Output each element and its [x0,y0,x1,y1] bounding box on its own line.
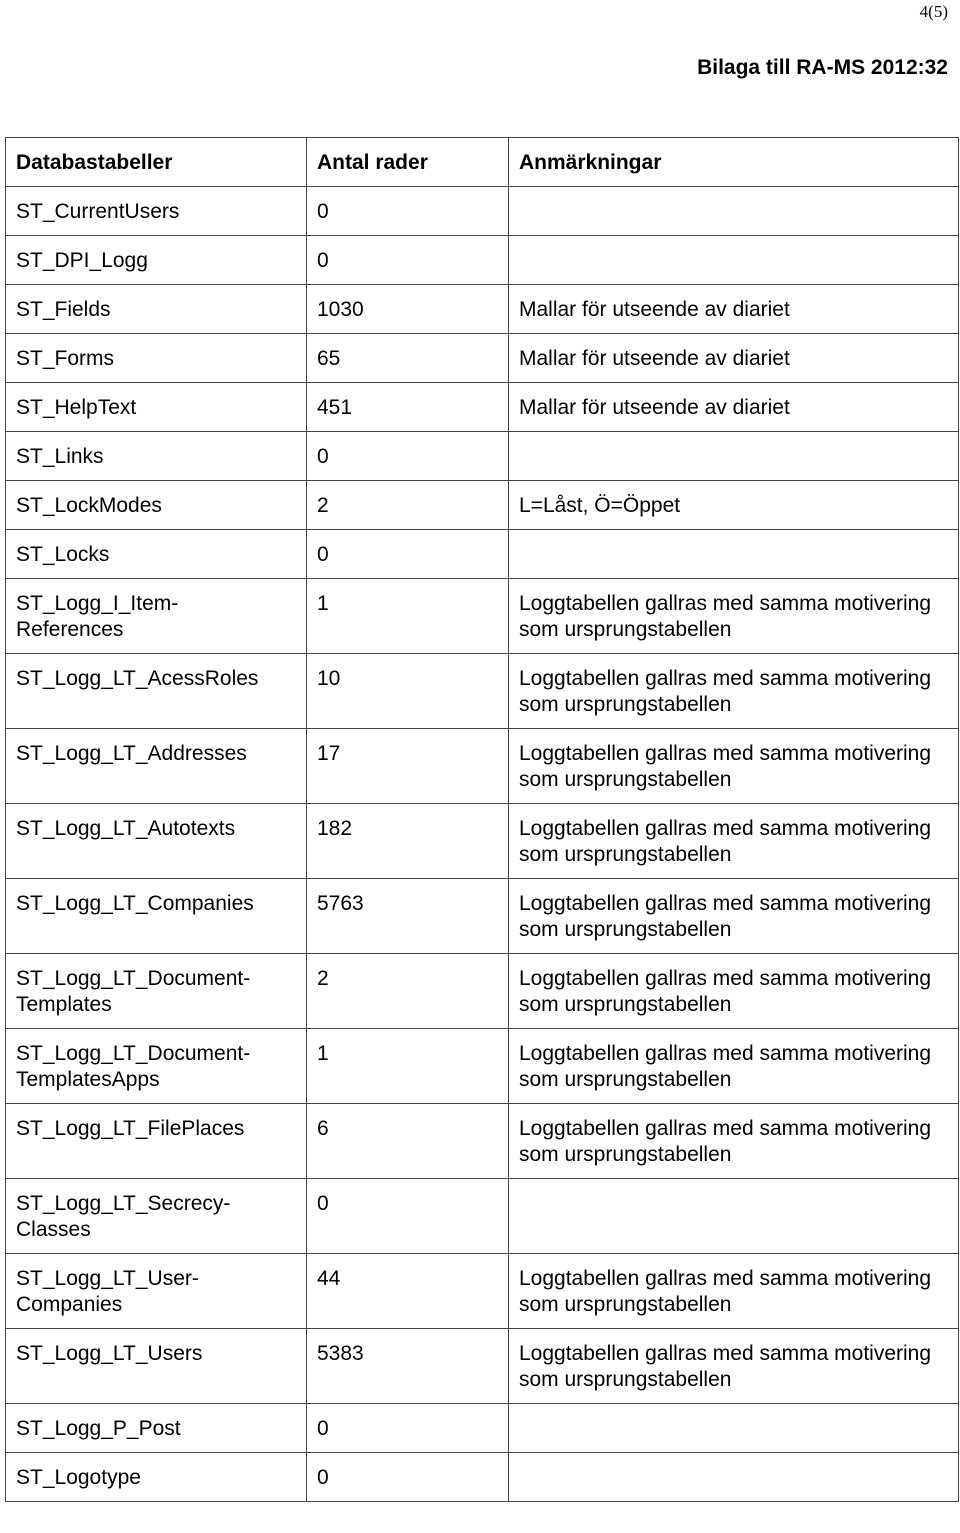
row-count-cell: 0 [307,1179,509,1254]
remarks-cell: Loggtabellen gallras med samma motivering som ursprungstabellen [509,654,959,729]
table-name-cell: ST_Fields [6,285,307,334]
table-row [6,383,959,432]
table-row [6,654,959,729]
table-row [6,729,959,804]
table-name-cell: ST_Logg_P_Post [6,1404,307,1453]
table-name-cell: ST_Links [6,432,307,481]
table-name-cell: ST_Logg_LT_Users [6,1329,307,1404]
remarks-cell: Mallar för utseende av diariet [509,383,959,432]
table-row [6,879,959,954]
row-count-cell: 0 [307,432,509,481]
table-row [6,1453,959,1502]
remarks-cell [509,1404,959,1453]
row-count-cell: 0 [307,1453,509,1502]
row-count-cell: 17 [307,729,509,804]
row-count-cell: 0 [307,530,509,579]
table-row [6,804,959,879]
column-header-row-count: Antal rader [307,138,509,187]
table-name-cell: ST_Logg_LT_Companies [6,879,307,954]
row-count-cell: 451 [307,383,509,432]
remarks-cell: Loggtabellen gallras med samma motivering som ursprungstabellen [509,879,959,954]
row-count-cell: 10 [307,654,509,729]
table-row [6,1329,959,1404]
row-count-cell: 182 [307,804,509,879]
row-count-cell: 6 [307,1104,509,1179]
remarks-cell: Mallar för utseende av diariet [509,285,959,334]
table-row [6,285,959,334]
remarks-cell [509,236,959,285]
table-row [6,1254,959,1329]
remarks-cell [509,1453,959,1502]
row-count-cell: 0 [307,236,509,285]
table-row [6,1029,959,1104]
remarks-cell [509,432,959,481]
table-name-cell: ST_Logg_LT_User- Companies [6,1254,307,1329]
table-row [6,334,959,383]
remarks-cell: Loggtabellen gallras med samma motivering som ursprungstabellen [509,1104,959,1179]
table-name-cell: ST_Locks [6,530,307,579]
document-reference: Bilaga till RA-MS 2012:32 [697,56,948,79]
row-count-cell: 44 [307,1254,509,1329]
table-name-cell: ST_Logg_LT_Document- Templates [6,954,307,1029]
table-row [6,481,959,530]
table-row [6,1104,959,1179]
remarks-cell: Loggtabellen gallras med samma motivering som ursprungstabellen [509,579,959,654]
table-name-cell: ST_Logg_LT_Document- TemplatesApps [6,1029,307,1104]
table-name-cell: ST_Logg_LT_FilePlaces [6,1104,307,1179]
remarks-cell: Loggtabellen gallras med samma motivering som ursprungstabellen [509,1329,959,1404]
table-row [6,187,959,236]
column-header-database-tables: Databastabeller [6,138,307,187]
row-count-cell: 0 [307,187,509,236]
row-count-cell: 1 [307,579,509,654]
row-count-cell: 2 [307,481,509,530]
remarks-cell: Loggtabellen gallras med samma motivering som ursprungstabellen [509,804,959,879]
remarks-cell: Mallar för utseende av diariet [509,334,959,383]
table-row [6,1404,959,1453]
row-count-cell: 0 [307,1404,509,1453]
row-count-cell: 5763 [307,879,509,954]
database-table [5,137,959,1502]
row-count-cell: 2 [307,954,509,1029]
row-count-cell: 5383 [307,1329,509,1404]
table-name-cell: ST_Forms [6,334,307,383]
remarks-cell [509,187,959,236]
table-name-cell: ST_Logotype [6,1453,307,1502]
table-name-cell: ST_Logg_LT_Secrecy- Classes [6,1179,307,1254]
table-header-row [6,138,959,187]
column-header-remarks: Anmärkningar [509,138,959,187]
table-row [6,954,959,1029]
row-count-cell: 65 [307,334,509,383]
table-name-cell: ST_LockModes [6,481,307,530]
table-row [6,579,959,654]
remarks-cell: Loggtabellen gallras med samma motivering som ursprungstabellen [509,729,959,804]
row-count-cell: 1 [307,1029,509,1104]
table-name-cell: ST_Logg_I_Item- References [6,579,307,654]
remarks-cell: Loggtabellen gallras med samma motivering som ursprungstabellen [509,1254,959,1329]
table-row [6,1179,959,1254]
table-row [6,236,959,285]
table-name-cell: ST_Logg_LT_Autotexts [6,804,307,879]
page-number: 4(5) [919,2,948,21]
table-name-cell: ST_Logg_LT_Addresses [6,729,307,804]
table-row [6,432,959,481]
table-name-cell: ST_Logg_LT_AcessRoles [6,654,307,729]
row-count-cell: 1030 [307,285,509,334]
remarks-cell: Loggtabellen gallras med samma motivering som ursprungstabellen [509,1029,959,1104]
remarks-cell [509,1179,959,1254]
remarks-cell: L=Låst, Ö=Öppet [509,481,959,530]
table-name-cell: ST_CurrentUsers [6,187,307,236]
remarks-cell: Loggtabellen gallras med samma motivering som ursprungstabellen [509,954,959,1029]
table-name-cell: ST_DPI_Logg [6,236,307,285]
table-name-cell: ST_HelpText [6,383,307,432]
remarks-cell [509,530,959,579]
table-row [6,530,959,579]
